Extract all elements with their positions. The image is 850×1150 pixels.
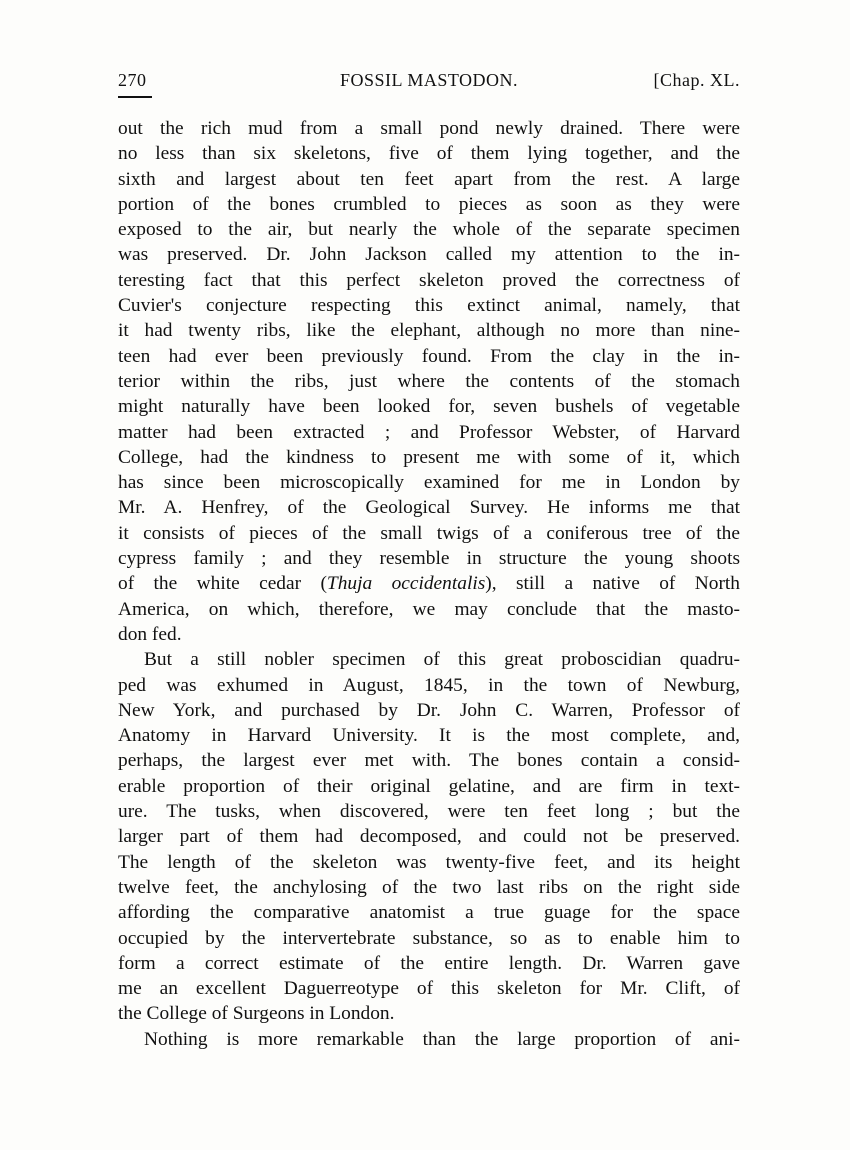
text-line: larger part of them had decomposed, and could not be preserved. <box>118 826 740 848</box>
text-line: America, on which, therefore, we may conclude that the masto- <box>118 598 740 620</box>
text-line: has since been microscopically examined for me in London by <box>118 472 740 494</box>
text-line: was preserved. Dr. John Jackson called my attention to the in- <box>118 244 740 266</box>
text-line: occupied by the intervertebrate substance, so as to enable him to <box>118 927 740 949</box>
text-line: erable proportion of their original gelatine, and are firm in text- <box>118 775 740 797</box>
text-line: don fed. <box>118 623 182 645</box>
text-line: Cuvier's conjecture respecting this extinct animal, namely, that <box>118 295 740 317</box>
text-line: the College of Surgeons in London. <box>118 1003 395 1025</box>
text-line: might naturally have been looked for, seven bushels of vegetable <box>118 396 740 418</box>
text-line: But a still nobler specimen of this great proboscidian quadru- <box>144 649 740 671</box>
paragraph-3 <box>118 1027 740 1052</box>
text-line: matter had been extracted ; and Professor Webster, of Harvard <box>118 421 740 443</box>
text-line: sixth and largest about ten feet apart from the rest. A large <box>118 168 740 190</box>
text-line: Nothing is more remarkable than the large proportion of ani- <box>144 1028 740 1050</box>
text-line: ure. The tusks, when discovered, were ten feet long ; but the <box>118 801 740 823</box>
running-title: FOSSIL MASTODON. <box>339 70 519 90</box>
text-line: out the rich mud from a small pond newly drained. There were <box>118 118 740 139</box>
text-line: Anatomy in Harvard University. It is the most complete, and, <box>118 725 740 747</box>
text-line: teresting fact that this perfect skeleton proved the correctness of <box>118 269 740 291</box>
text-line: exposed to the air, but nearly the whole of the separate specimen <box>118 219 740 241</box>
text-line: me an excellent Daguerreotype of this skeleton for Mr. Clift, of <box>118 978 740 1000</box>
chapter-label: [Chap. XL. <box>653 70 740 90</box>
text-line: teen had ever been previously found. From the clay in the in- <box>118 345 740 367</box>
text-line: New York, and purchased by Dr. John C. Warren, Professor of <box>118 699 740 721</box>
text-line: it had twenty ribs, like the elephant, although no more than nine- <box>118 320 740 342</box>
text-line: affording the comparative anatomist a true guage for the space <box>118 902 740 924</box>
text-line: cypress family ; and they resemble in structure the young shoots <box>118 548 740 570</box>
text-line: terior within the ribs, just where the contents of the stomach <box>118 370 740 392</box>
text-line: of the white cedar (Thuja occidentalis), still a native of North <box>118 573 740 595</box>
text-line: Mr. A. Henfrey, of the Geological Survey. He informs me that <box>118 497 740 519</box>
text-line: ped was exhumed in August, 1845, in the town of Newburg, <box>118 674 740 696</box>
page-number: 270 <box>118 70 147 90</box>
text-line: perhaps, the largest ever met with. The bones contain a consid- <box>118 750 740 772</box>
species-name: Thuja occidentalis <box>326 573 486 595</box>
header-rule <box>118 96 152 98</box>
text-line: no less than six skeletons, five of them lying together, and the <box>118 143 740 165</box>
text-line: it consists of pieces of the small twigs of a coniferous tree of the <box>118 522 740 544</box>
text-line: portion of the bones crumbled to pieces as soon as they were <box>118 193 740 215</box>
text-line: form a correct estimate of the entire length. Dr. Warren gave <box>118 952 740 974</box>
text-line: The length of the skeleton was twenty-five feet, and its height <box>118 851 740 873</box>
paragraph-2 <box>118 647 740 1026</box>
text-line: College, had the kindness to present me with some of it, which <box>118 446 740 468</box>
running-header <box>118 70 740 98</box>
text-line: twelve feet, the anchylosing of the two last ribs on the right side <box>118 876 740 898</box>
paragraph-1 <box>118 116 740 647</box>
body-text <box>118 116 740 1052</box>
